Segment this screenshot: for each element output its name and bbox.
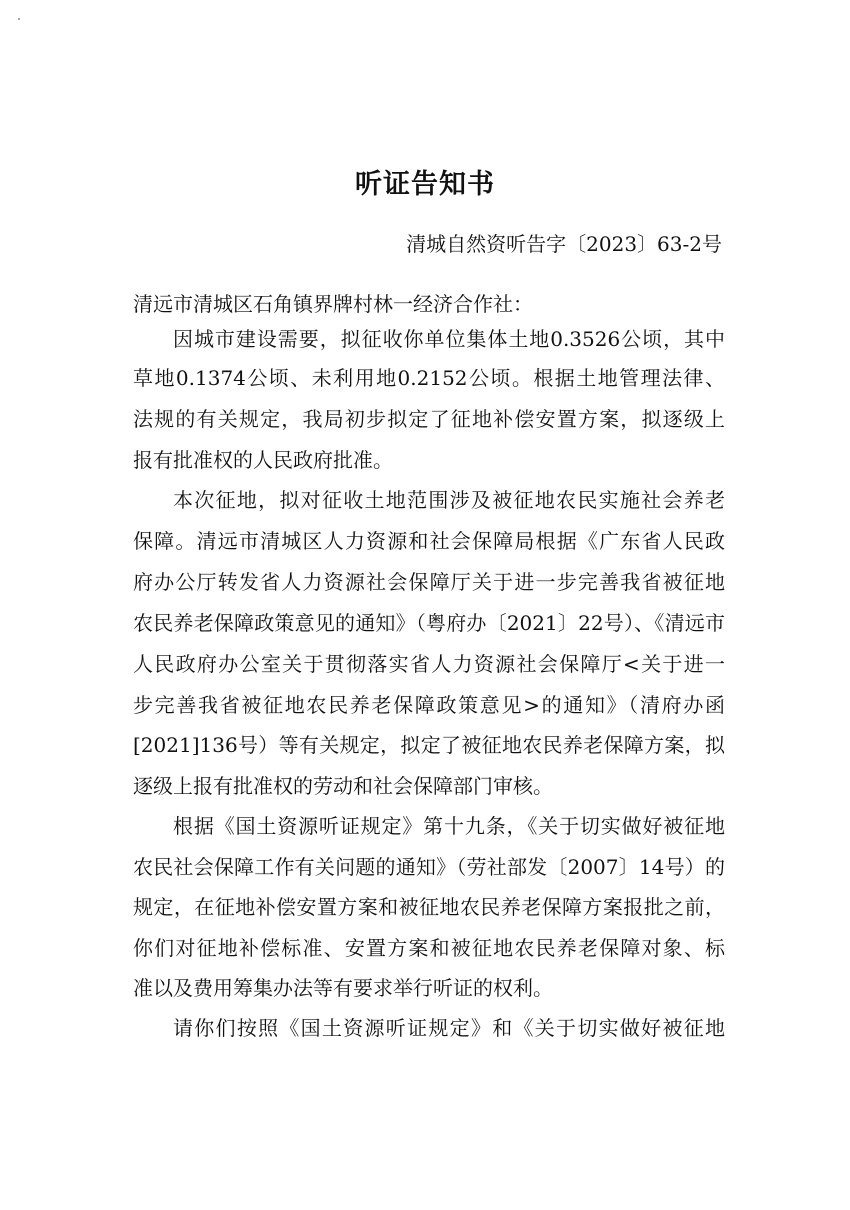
body-line: 人民政府办公室关于贯彻落实省人力资源社会保障厅<关于进一 bbox=[133, 652, 725, 676]
body-line: 报有批准权的人民政府批准。 bbox=[133, 448, 393, 472]
body-line: 准以及费用筹集办法等有要求举行听证的权利。 bbox=[133, 976, 553, 1000]
body-line: 本次征地，拟对征收土地范围涉及被征地农民实施社会养老 bbox=[173, 488, 725, 512]
body-line: 根据《国土资源听证规定》第十九条，《关于切实做好被征地 bbox=[173, 814, 725, 838]
body-line: 请你们按照《国土资源听证规定》和《关于切实做好被征地 bbox=[173, 1016, 725, 1040]
page-title: 听证告知书 bbox=[355, 169, 495, 200]
addressee: 清远市清城区石角镇界牌村林一经济合作社： bbox=[133, 292, 533, 316]
body-line: 规定，在征地补偿安置方案和被征地农民养老保障方案报批之前， bbox=[133, 895, 725, 919]
body-line: 逐级上报有批准权的劳动和社会保障部门审核。 bbox=[133, 774, 553, 798]
body-line: 你们对征地补偿标准、安置方案和被征地农民养老保障对象、标 bbox=[133, 936, 725, 960]
body-line: 府办公厅转发省人力资源社会保障厅关于进一步完善我省被征地 bbox=[133, 570, 725, 594]
scan-speck bbox=[18, 18, 20, 20]
body-line: 保障。清远市清城区人力资源和社会保障局根据《广东省人民政 bbox=[133, 529, 725, 553]
body-line: 农民养老保障政策意见的通知》（粤府办〔2021〕22号）、《清远市 bbox=[133, 611, 725, 635]
body-line: 农民社会保障工作有关问题的通知》（劳社部发〔2007〕14号）的 bbox=[133, 855, 725, 879]
body-line: 因城市建设需要，拟征收你单位集体土地0.3526公顷，其中 bbox=[173, 327, 725, 351]
body-line: [2021]136号）等有关规定，拟定了被征地农民养老保障方案，拟 bbox=[133, 733, 725, 757]
body-line: 步完善我省被征地农民养老保障政策意见>的通知》（清府办函 bbox=[133, 693, 725, 717]
document-number: 清城自然资听告字〔2023〕63-2号 bbox=[406, 232, 722, 256]
body-line: 草地0.1374公顷、未利用地0.2152公顷。根据土地管理法律、 bbox=[133, 366, 725, 390]
body-line: 法规的有关规定，我局初步拟定了征地补偿安置方案，拟逐级上 bbox=[133, 407, 725, 431]
